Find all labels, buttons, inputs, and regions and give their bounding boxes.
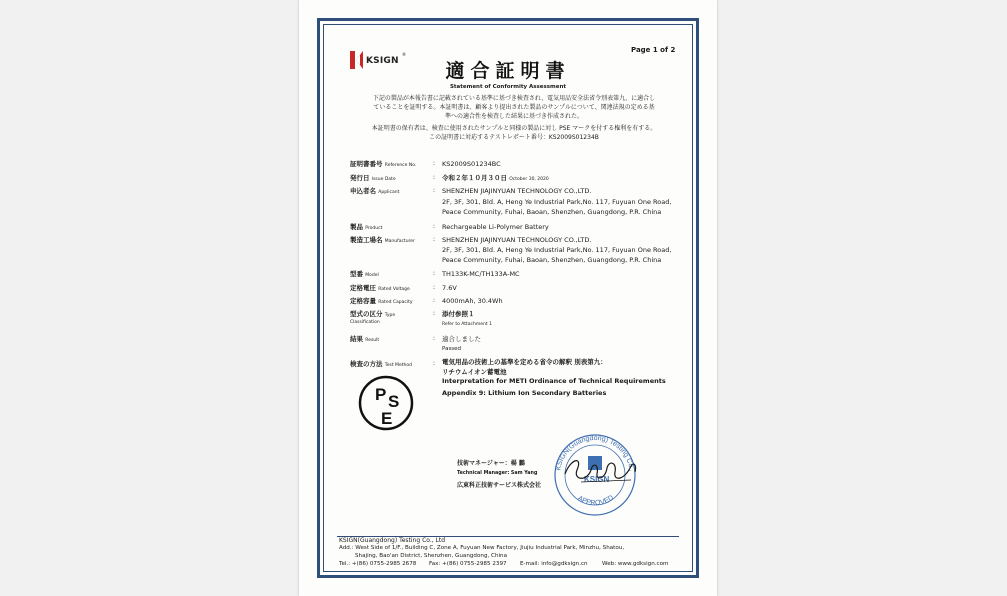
ref-value: KS2009S01234BC xyxy=(442,160,501,168)
voltage-value: 7.6V xyxy=(442,284,457,292)
manager-name-en: Technical Manager: Sam Yang xyxy=(457,471,538,476)
pse-mark-icon xyxy=(357,374,415,432)
colon: : xyxy=(433,360,436,367)
stamp-center-text: KSIGN xyxy=(584,475,610,484)
intro-paragraph-2 xyxy=(350,124,678,142)
footer-tel: Tel.: +(86) 0755-2985 2678 xyxy=(339,561,417,567)
result-label: 結果 Result xyxy=(350,335,380,343)
intro-line: ていることを証明する。本証明書は、顧客より提出された製品のサンプルについて、関連法規の定める基 xyxy=(373,104,655,111)
applicant-address-line: Peace Community, Fuhai, Baoan, Shenzhen, Guangdong, P.R. China xyxy=(442,208,662,216)
pse-letter-p: P xyxy=(375,385,387,404)
pse-letter-e: E xyxy=(381,409,393,428)
method-label: 検査の方法 Test Method xyxy=(350,360,412,368)
handwritten-signature-icon xyxy=(561,452,641,488)
method-line: Interpretation for METI Ordinance of Technical Requirements xyxy=(442,377,666,385)
colon: : xyxy=(433,335,436,342)
product-label: 製品 Product xyxy=(350,223,383,231)
footer-address-line: Shajing, Bao'an District, Shenzhen, Guangdong, China xyxy=(355,553,508,559)
type-label-classification: Classification xyxy=(350,320,380,325)
footer-email: E-mail: info@gdksign.cn xyxy=(520,561,588,567)
manufacturer-label: 製造工場名 Manufacturer xyxy=(350,236,415,244)
company-name-jp: 広東科正技術サービス株式会社 xyxy=(457,482,542,489)
colon: : xyxy=(433,270,436,277)
intro-line: 準への適合性を検査した結果に基づき作成された。 xyxy=(444,113,583,120)
model-label: 型番 Model xyxy=(350,270,379,278)
result-value: 適合しました xyxy=(442,335,481,343)
stamp-top-text: KSIGN(Guangdong) Testing Co., xyxy=(555,434,635,472)
colon: : xyxy=(433,284,436,291)
logo-text: KSIGN xyxy=(366,56,399,66)
manufacturer-name: SHENZHEN JIAJINYUAN TECHNOLOGY CO.,LTD. xyxy=(442,236,592,244)
footer-fax: Fax: +(86) 0755-2985 2397 xyxy=(429,561,507,567)
intro-line: 下記の製品が本報告書に記載されている基準に基づき検査され、電気用品安全法省令別表第九、に適合し xyxy=(372,95,656,102)
footer-web: Web: www.gdksign.com xyxy=(602,561,669,567)
footer-address-line: Add.: West Side of 1/F., Building C, Zone A, Fuyuan New Factory, Jiujiu Industrial Park, Minzhu, Shatou, xyxy=(339,545,625,551)
voltage-label: 定格電圧 Rated Voltage xyxy=(350,284,410,292)
document-title: 適合証明書 xyxy=(445,60,571,82)
colon: : xyxy=(433,236,436,243)
applicant-name: SHENZHEN JIAJINYUAN TECHNOLOGY CO.,LTD. xyxy=(442,187,592,195)
type-value-en: Refer to Attachment 1 xyxy=(442,322,492,327)
intro-line: 本証明書の保有者は、検査に使用されたサンプルと同様の製品に対し PSE マークを付する権利を有する。 xyxy=(371,125,657,132)
issue-label: 発行日 Issue Date xyxy=(350,174,396,182)
issue-value: 令和２年１０月３０日 October 30, 2020 xyxy=(442,174,549,182)
certificate-page xyxy=(299,0,717,596)
type-value: 添付参照１ xyxy=(442,310,475,318)
applicant-address-line: 2F, 3F, 301, Bld. A, Heng Ye Industrial Park,No. 117, Fuyuan One Road, xyxy=(442,198,672,206)
intro-line: この証明書に対応するテストレポート番号：KS2009S01234B xyxy=(429,134,599,141)
colon: : xyxy=(433,223,436,230)
capacity-label: 定格容量 Rated Capacity xyxy=(350,297,413,305)
intro-paragraph xyxy=(350,94,678,121)
document-subtitle: Statement of Conformity Assessment xyxy=(449,84,567,90)
product-value: Rechargeable Li-Polymer Battery xyxy=(442,223,549,231)
manufacturer-address-line: 2F, 3F, 301, Bld. A, Heng Ye Industrial Park,No. 117, Fuyuan One Road, xyxy=(442,246,672,254)
colon: : xyxy=(433,187,436,194)
colon: : xyxy=(433,310,436,317)
applicant-label: 申込者名 Applicant xyxy=(350,187,400,195)
manufacturer-address-line: Peace Community, Fuhai, Baoan, Shenzhen, Guangdong, P.R. China xyxy=(442,256,662,264)
stamp-bottom-text: APPROVED xyxy=(576,494,615,508)
logo-registered: ® xyxy=(402,52,406,57)
colon: : xyxy=(433,174,436,181)
colon: : xyxy=(433,297,436,304)
manager-name-jp: 技術マネージャー：楊 鵬 xyxy=(457,460,525,467)
capacity-value: 4000mAh, 30.4Wh xyxy=(442,297,503,305)
ref-label: 証明書番号 Reference No. xyxy=(350,160,417,168)
colon: : xyxy=(433,160,436,167)
type-label: 型式の区分 Type xyxy=(350,310,396,318)
footer-company: KSIGN(Guangdong) Testing Co., Ltd xyxy=(339,537,446,544)
method-line: Appendix 9: Lithium Ion Secondary Batteries xyxy=(442,389,607,397)
method-line: 電気用品の技術上の基準を定める省令の解釈 別表第九： xyxy=(442,358,607,366)
pse-letter-s: S xyxy=(388,392,400,411)
model-value: TH133K-MC/TH133A-MC xyxy=(442,270,520,278)
method-line: リチウムイオン蓄電池 xyxy=(442,368,507,376)
page-number: Page 1 of 2 xyxy=(631,46,676,54)
result-value-en: Passed xyxy=(442,346,462,352)
